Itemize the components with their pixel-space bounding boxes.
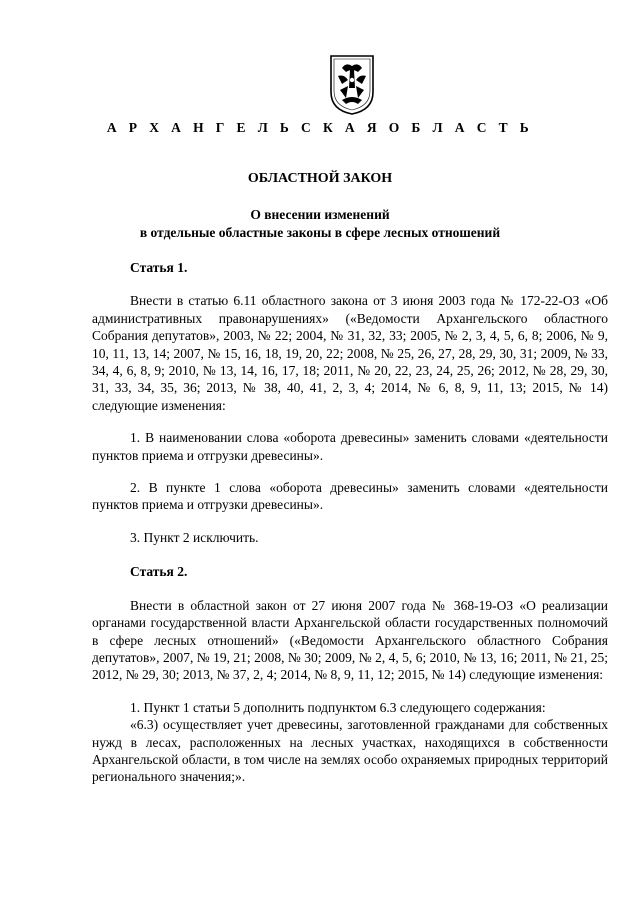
law-body — [92, 259, 608, 801]
law-title-line-1: О внесении изменений — [250, 207, 390, 222]
article-1-item-1: 1. В наименовании слова «оборота древесины» заменить словами «деятельности пунктов приема и отгрузки древесины». — [92, 430, 608, 463]
article-1-intro: Внести в статью 6.11 областного закона от 3 июня 2003 года № 172-22-ОЗ «Об административных правонарушениях» («Ведомости Архангельского областного Собрания депутатов», 2003, № 22; 2004, № 31, 32, 33; 2005, № 2, 3, 4, 5, 6, 8; 2006, № 9, 10, 11, 13, 14; 2007, № 15, 16, 18, 19, 20, 22; 2008, № 25, 26, 27, 28, 29, 30, 31; 2009, № 33, 34, 4, 6, 8, 9; 2010, № 13, 14, 16, 17, 18; 2011, № 20, 22, 23, 24, 25, 26; 2012, № 28, 29, 30, 31, 33, 34, 35, 36; 2013, № 38, 40, 41, 2, 3, 4; 2014, № 6, 8, 9, 11, 13; 2015, № 14) следующие изменения: — [92, 293, 608, 413]
article-2-heading: Статья 2. — [130, 564, 188, 580]
article-2-item-1: 1. Пункт 1 статьи 5 дополнить подпунктом 6.3 следующего содержания: — [130, 699, 546, 715]
law-title — [60, 206, 580, 242]
article-1-heading: Статья 1. — [130, 260, 188, 275]
article-1-item-3: 3. Пункт 2 исключить. — [130, 529, 259, 545]
law-type: ОБЛАСТНОЙ ЗАКОН — [247, 171, 393, 186]
region-name: А Р Х А Н Г Е Л Ь С К А Я О Б Л А С Т Ь — [106, 120, 534, 135]
article-2-item-1-quote: «6.3) осуществляет учет древесины, заготовленной гражданами для собственных нужд в лесах, расположенных на лесных участках, находящихся в собственности Архангельской области, в том числе на землях особо охраняемых природных территорий регионального значения;». — [92, 717, 608, 785]
arkhangelsk-coat-of-arms-icon — [328, 54, 376, 116]
law-title-line-2: в отдельные областные законы в сфере лесных отношений — [139, 225, 501, 240]
article-2-intro: Внести в областной закон от 27 июня 2007 года № 368-19-ОЗ «О реализации органами государственной власти Архангельской области государственных полномочий в сфере лесных отношений» («Ведомости Архангельского областного Собрания депутатов», 2007, № 19, 21; 2008, № 30; 2009, № 2, 4, 5, 6; 2010, № 13, 16; 2011, № 21, 25; 2012, № 29, 30; 2013, № 37, 2, 4; 2014, № 8, 9, 11, 12; 2015, № 14) следующие изменения: — [92, 597, 608, 683]
article-1-item-2: 2. В пункте 1 слова «оборота древесины» заменить словами «деятельности пунктов приема и отгрузки древесины». — [92, 480, 608, 513]
